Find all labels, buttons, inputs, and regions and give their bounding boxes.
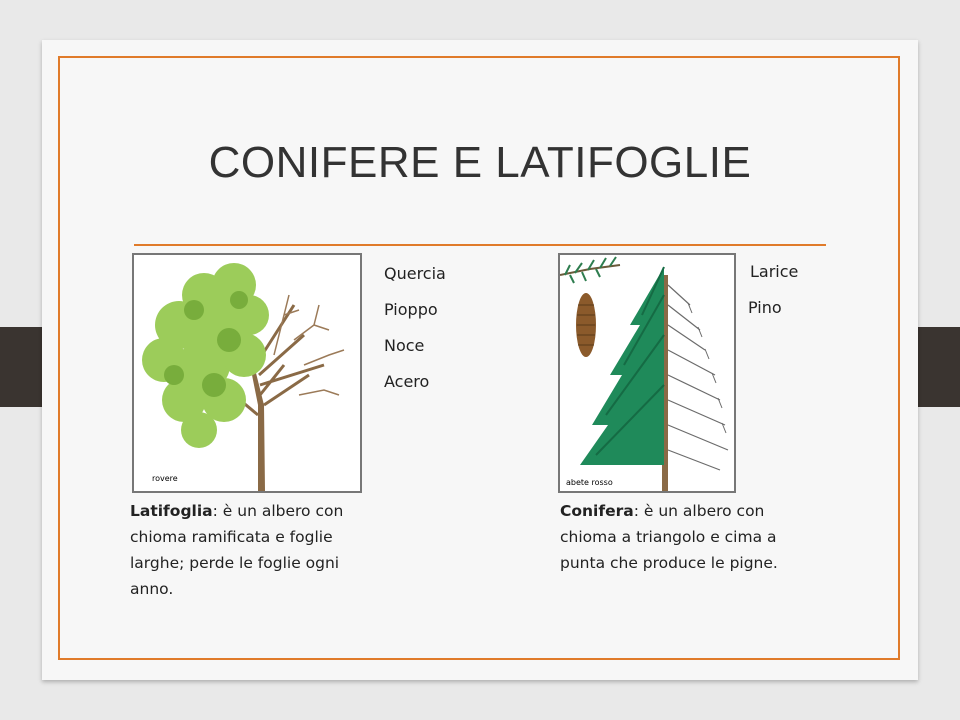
broadleaf-term: Latifoglia bbox=[130, 502, 213, 520]
species-item: Acero bbox=[384, 372, 430, 391]
broadleaf-tree-illustration bbox=[134, 255, 360, 491]
broadleaf-description: : è un albero con chioma ramificata e foglie larghe; perde le foglie ogni anno. bbox=[130, 502, 344, 598]
conifer-tree-image bbox=[558, 253, 736, 493]
conifer-term: Conifera bbox=[560, 502, 634, 520]
broadleaf-caption: rovere bbox=[152, 474, 178, 483]
conifer-description: : è un albero con chioma a triangolo e cima a punta che produce le pigne. bbox=[560, 502, 778, 572]
slide-title: CONIFERE E LATIFOGLIE bbox=[208, 138, 752, 187]
conifer-definition bbox=[560, 498, 810, 576]
species-item: Pino bbox=[748, 298, 782, 317]
species-item: Larice bbox=[750, 262, 799, 281]
conifer-species-list bbox=[748, 262, 798, 334]
broadleaf-tree-image bbox=[132, 253, 362, 493]
broadleaf-species-list bbox=[384, 264, 446, 408]
species-item: Noce bbox=[384, 336, 425, 355]
species-item: Pioppo bbox=[384, 300, 438, 319]
title-divider bbox=[134, 244, 826, 246]
conifer-caption: abete rosso bbox=[566, 478, 613, 487]
conifer-tree-illustration bbox=[560, 255, 734, 491]
species-item: Quercia bbox=[384, 264, 446, 283]
broadleaf-definition bbox=[130, 498, 380, 602]
